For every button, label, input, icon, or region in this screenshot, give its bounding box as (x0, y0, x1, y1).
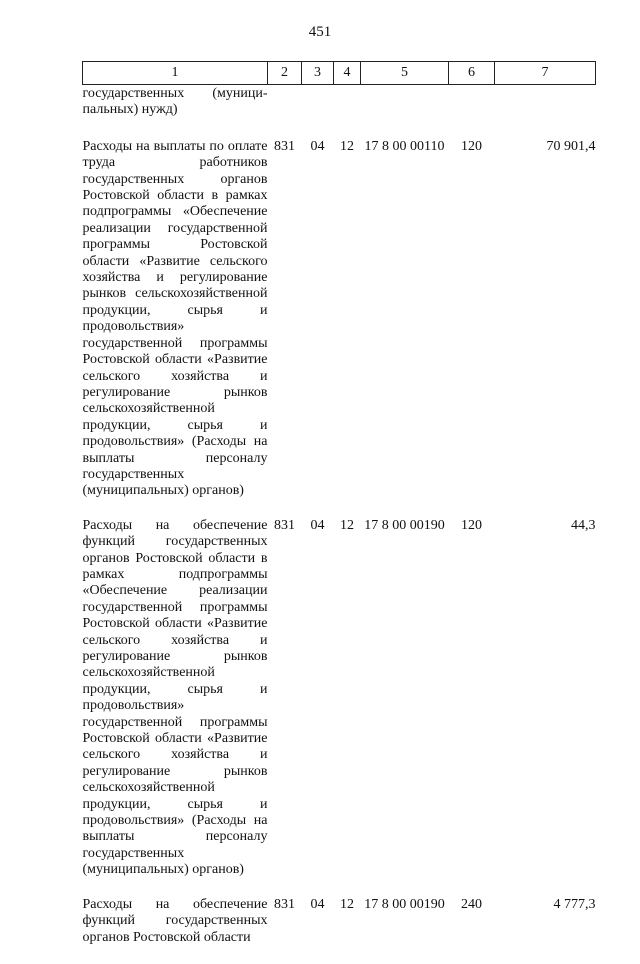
row-section-code: 04 (310, 517, 325, 533)
column-header-5: 5 (361, 62, 449, 85)
row-target-item-code: 17 8 00 00190 (364, 896, 445, 912)
row-target-item-code: 17 8 00 00110 (364, 138, 445, 154)
row-subsection-code: 12 (340, 517, 354, 533)
column-number-header-row (83, 62, 596, 85)
row-amount: 4 777,3 (553, 896, 596, 912)
row-expense-type-code: 120 (461, 138, 482, 154)
row-target-item-code: 17 8 00 00190 (364, 517, 445, 533)
row-section-code: 04 (310, 138, 325, 154)
row-expense-type-code: 120 (461, 517, 482, 533)
table-row (83, 139, 596, 518)
row-ministry-code: 831 (274, 517, 295, 533)
column-header-3: 3 (302, 62, 334, 85)
budget-table (82, 61, 596, 964)
row-amount: 70 901,4 (546, 138, 596, 154)
row-amount (495, 85, 596, 139)
row-section-code (302, 85, 334, 139)
row-description: Расходы на обеспечение функций государственных органов Ростовской области (82, 896, 268, 945)
row-description: Расходы на выплаты по оплате труда работников государственных органов Ростовской области в рамках подпрограммы «Обеспечение реализации государственной программы Ростовской области «Развитие сельского хозяйства и регулирование рынков сельскохозяйственной продукции, сырья и продовольствия» государственной программы Ростовской области «Развитие сельского хозяйства и регулирование рынков сельскохозяйственной продукции, сырья и продовольствия» (Расходы на выплаты персоналу государственных (муниципальных) органов) (82, 138, 268, 499)
row-description: Расходы на обеспечение функций государственных органов Ростовской области в рамках подпрограммы «Обеспечение реализации государственной программы Ростовской области «Развитие сельского хозяйства и регулирование рынков сельскохозяйственной продукции, сырья и продовольствия» государственной программы Ростовской области «Развитие сельского хозяйства и регулирование рынков сельскохозяйственной продукции, сырья и продовольствия» (Расходы на выплаты персоналу государственных (муниципальных) органов) (82, 517, 268, 878)
page-number: 451 (308, 24, 332, 40)
row-ministry-code: 831 (274, 896, 295, 912)
table-row (83, 85, 596, 139)
row-subsection-code: 12 (340, 896, 354, 912)
row-subsection-code: 12 (340, 138, 354, 154)
row-expense-type-code (449, 85, 495, 139)
row-ministry-code (268, 85, 302, 139)
column-header-7: 7 (495, 62, 596, 85)
row-expense-type-code: 240 (461, 896, 482, 912)
column-header-1: 1 (83, 62, 268, 85)
row-section-code: 04 (310, 896, 325, 912)
row-subsection-code (334, 85, 361, 139)
row-amount: 44,3 (571, 517, 596, 533)
column-header-2: 2 (268, 62, 302, 85)
table-row (83, 897, 596, 964)
table-row (83, 518, 596, 897)
row-ministry-code: 831 (274, 138, 295, 154)
column-header-4: 4 (334, 62, 361, 85)
row-target-item-code (361, 85, 449, 139)
column-header-6: 6 (449, 62, 495, 85)
row-description: государственных (муници-пальных) нужд) (82, 86, 268, 118)
